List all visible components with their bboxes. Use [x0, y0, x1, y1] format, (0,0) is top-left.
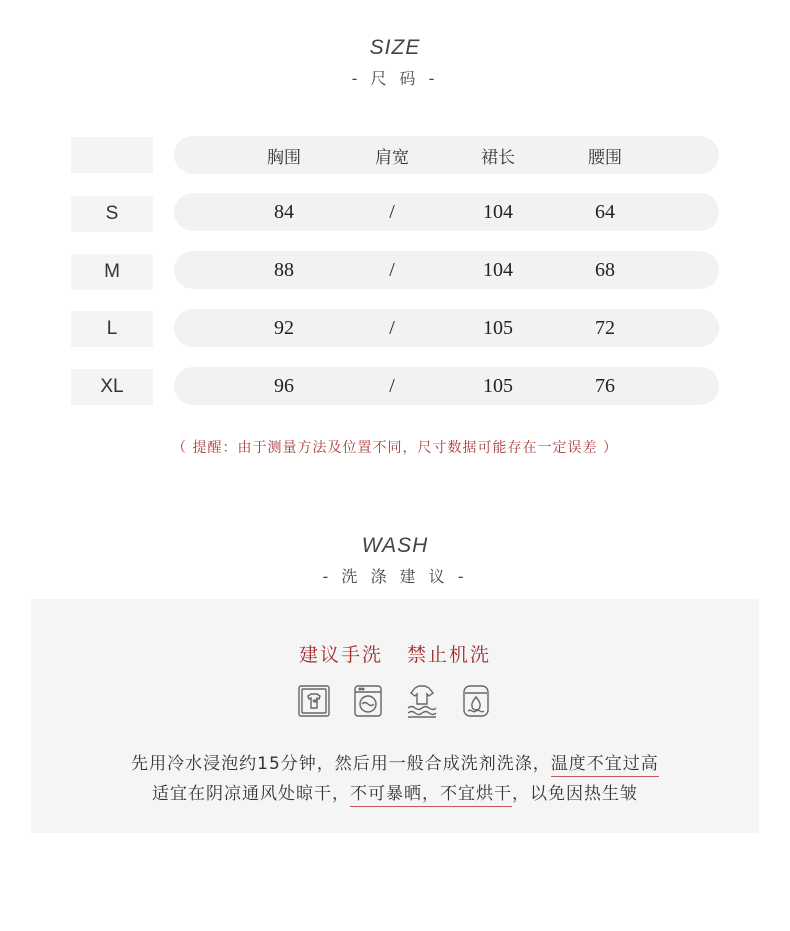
cell-waist: 64	[595, 200, 615, 223]
wash-instructions-line-2	[0, 779, 790, 804]
cell-chest: 96	[274, 374, 294, 397]
size-label-xl: XL	[71, 369, 153, 405]
wash-subtitle: - 洗 涤 建 议 -	[322, 567, 468, 586]
wash-instructions-line-1	[0, 749, 790, 774]
table-row	[174, 193, 719, 231]
size-title: SIZE	[369, 36, 421, 59]
dry-instruction: 适宜在阴凉通风处晾干，	[152, 784, 350, 804]
cell-chest: 88	[274, 258, 294, 281]
hand-wash-advice: 建议手洗	[298, 644, 383, 666]
cell-length: 105	[483, 374, 513, 397]
soak-instruction: 先用冷水浸泡约15分钟，然后用一般合成洗剂洗涤，	[131, 754, 551, 774]
wash-title: WASH	[361, 534, 429, 557]
size-table-header-label	[71, 137, 153, 173]
cell-length: 105	[483, 316, 513, 339]
header-waist: 腰围	[588, 147, 622, 168]
table-row	[174, 367, 719, 405]
cell-length: 104	[483, 200, 513, 223]
cell-shoulder: /	[389, 258, 395, 281]
no-machine-wash: 禁止机洗	[407, 644, 492, 666]
cell-shoulder: /	[389, 316, 395, 339]
cell-waist: 76	[595, 374, 615, 397]
size-subtitle: - 尺 码 -	[351, 69, 439, 88]
cell-shoulder: /	[389, 374, 395, 397]
care-icons	[0, 683, 790, 719]
table-row	[174, 251, 719, 289]
cell-waist: 68	[595, 258, 615, 281]
size-label-l: L	[71, 311, 153, 347]
size-label-s: S	[71, 196, 153, 232]
hand-wash-icon	[296, 683, 332, 719]
measurement-note: （ 提醒：由于测量方法及位置不同，尺寸数据可能存在一定误差 ）	[172, 440, 618, 456]
cell-shoulder: /	[389, 200, 395, 223]
cell-chest: 92	[274, 316, 294, 339]
shirt-water-icon	[404, 683, 440, 719]
sun-dry-warning: 不可暴晒，不宜烘干	[350, 784, 512, 807]
water-drop-icon	[458, 683, 494, 719]
cell-waist: 72	[595, 316, 615, 339]
cell-chest: 84	[274, 200, 294, 223]
table-row	[174, 309, 719, 347]
header-chest: 胸围	[267, 147, 301, 168]
wash-headline	[0, 640, 790, 667]
wrinkle-note: ，以免因热生皱	[512, 784, 638, 804]
cell-length: 104	[483, 258, 513, 281]
temperature-warning: 温度不宜过高	[551, 754, 659, 777]
size-label-m: M	[71, 254, 153, 290]
size-table-header	[174, 136, 719, 174]
washing-machine-icon	[350, 683, 386, 719]
header-shoulder: 肩宽	[375, 147, 409, 168]
header-length: 裙长	[481, 147, 515, 168]
